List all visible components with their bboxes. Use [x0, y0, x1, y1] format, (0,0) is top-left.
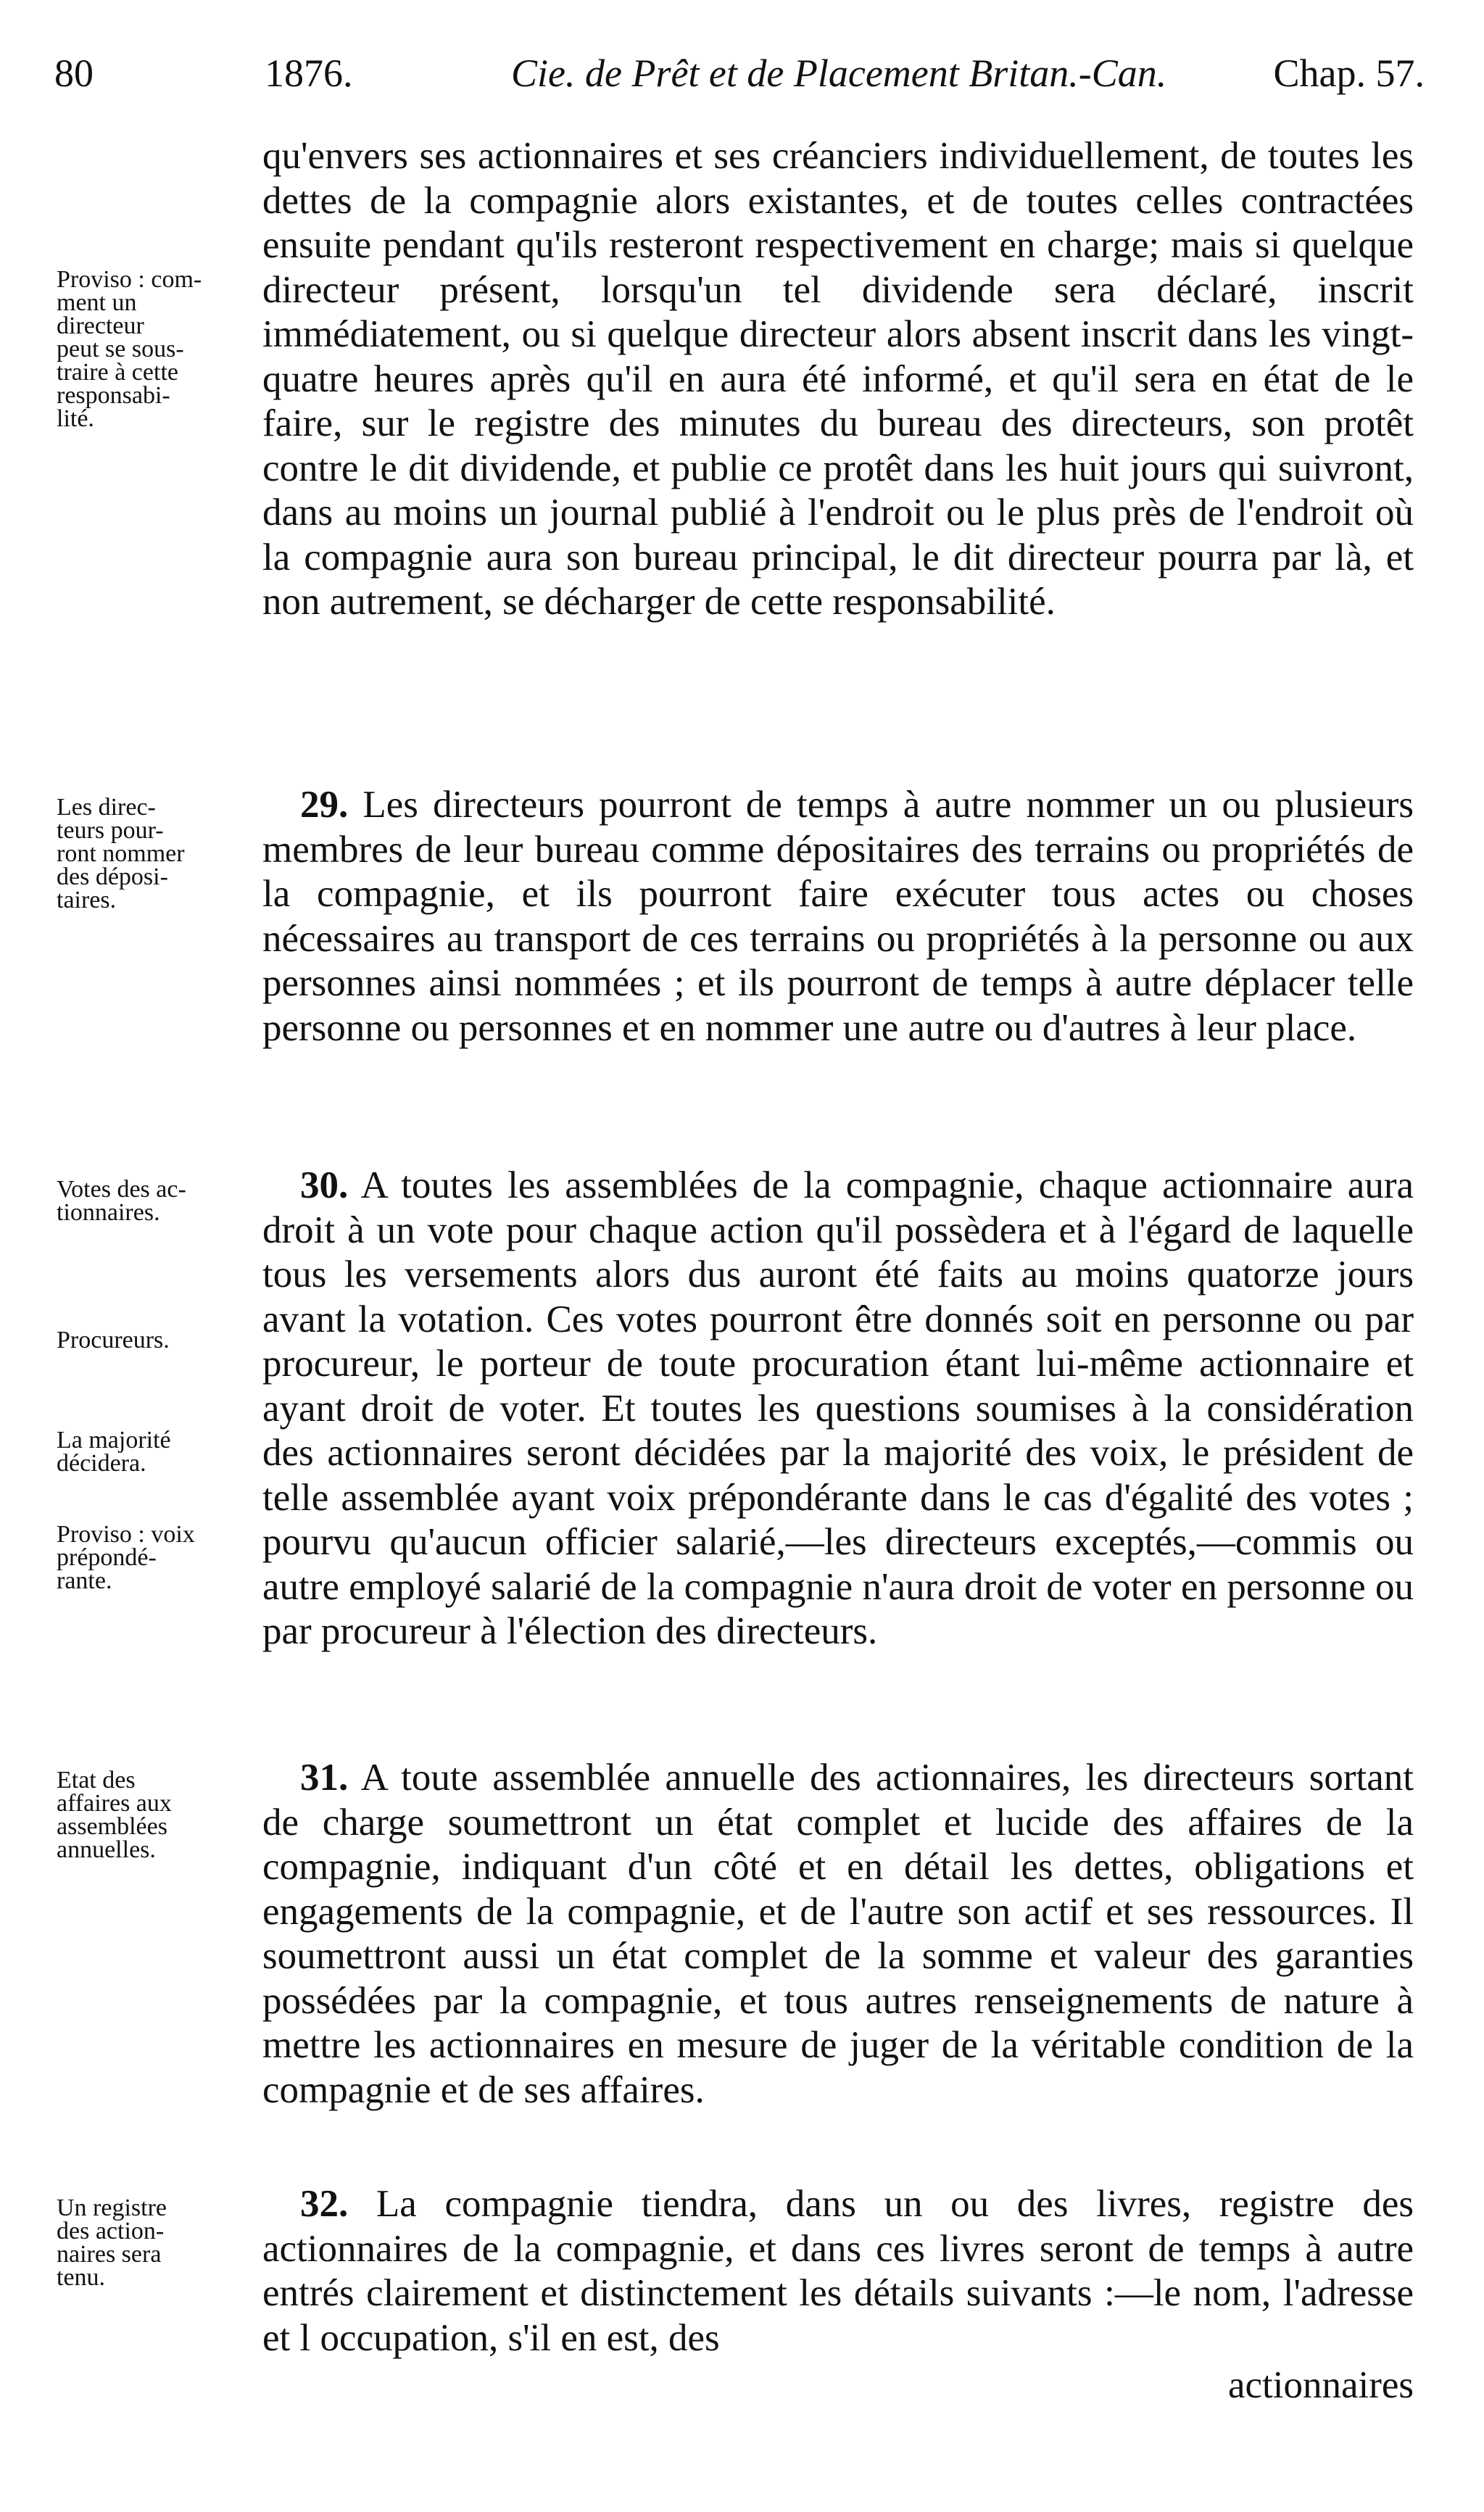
catchword: actionnaires: [1227, 2364, 1414, 2406]
margin-note: Proviso : com- ment un directeur peut se sous- traire à cette responsabi- lité.: [57, 266, 202, 432]
running-header: [54, 51, 1425, 116]
section-number: 29.: [300, 784, 349, 826]
section-number: 30.: [300, 1164, 349, 1206]
margin-notes: [57, 2194, 256, 2291]
year: 1876.: [265, 51, 353, 95]
chapter: Chap. 57.: [1273, 51, 1425, 95]
margin-note: Les direc- teurs pour- ront nommer des déposi- taires.: [57, 794, 185, 913]
margin-note: Proviso : voix prépondé- rante.: [57, 1521, 195, 1594]
margin-note: Votes des ac- tionnaires.: [57, 1176, 186, 1226]
section-body: [262, 1164, 1414, 1654]
margin-notes: [57, 796, 256, 912]
section-number: 32.: [300, 2183, 349, 2225]
page-number: 80: [54, 51, 94, 95]
section-body: [262, 783, 1414, 1050]
margin-notes: [57, 1178, 256, 1593]
margin-notes: [57, 268, 256, 431]
section-text: A toute assemblée annuelle des actionnaires, les directeurs sortant de charge soumettront un état complet et lucide des affaires de la compagnie, indiquant d'un côté et en détail les dettes, obligations et engagements de la compagnie, et de l'autre son actif et ses ressources. Il soumettront aussi un état complet de la somme et valeur des garanties possédées par la compagnie, et tous autres renseignements de nature à mettre les actionnaires en mesure de juger de la véritable condition de la compagnie et de ses affaires.: [262, 1757, 1414, 2111]
margin-note: Etat des affaires aux assemblées annuelles.: [57, 1767, 172, 1863]
margin-note: La majorité décidera.: [57, 1427, 171, 1477]
section-body: [262, 2182, 1414, 2360]
margin-notes: [57, 1769, 256, 1862]
section-text: Les directeurs pourront de temps à autre nommer un ou plusieurs membres de leur bureau comme dépositaires des terrains ou propriétés de la compagnie, et ils pourront faire exécuter tous actes ou choses nécessaires au transport de ces terrains ou propriétés à la personne ou aux personnes ainsi nommées ; et ils pourront de temps à autre déplacer telle personne ou personnes et en nommer une autre ou d'autres à leur place.: [262, 784, 1414, 1049]
section-text: A toutes les assemblées de la compagnie, chaque actionnaire aura droit à un vote pour chaque action qu'il possèdera et à l'égard de laquelle tous les versements alors dus auront été faits au moins quatorze jours avant la votation. Ces votes pourront être donnés soit en personne ou par procureur, le porteur de toute procuration étant lui-même actionnaire et ayant droit de voter. Et toutes les questions soumises à la considération des actionnaires seront décidées par la majorité des voix, le président de telle assemblée ayant voix prépondérante dans le cas d'égalité des votes ; pourvu qu'aucun officier salarié,—les directeurs exceptés,—commis ou autre employé salarié de la compagnie n'aura droit de voter en personne ou par procureur à l'élection des directeurs.: [262, 1164, 1414, 1652]
section-body: [262, 1756, 1414, 2113]
section-number: 31.: [300, 1757, 349, 1799]
margin-note: Un registre des action- naires sera tenu.: [57, 2194, 167, 2291]
section-text: La compagnie tiendra, dans un ou des livres, registre des actionnaires de la compagnie, et dans ces livres seront de temps à autre entrés clairement et distinctement les détails suivants :—le nom, l'adresse et l occupation, s'il en est, des: [262, 2183, 1414, 2359]
margin-note: Procureurs.: [57, 1327, 170, 1354]
act-title: Cie. de Prêt et de Placement Britan.-Can.: [511, 51, 1167, 95]
section-text: qu'envers ses actionnaires et ses créanciers individuellement, de toutes les dettes de la compagnie alors existantes, et de toutes celles contractées ensuite pendant qu'ils resteront respectivement en charge; mais si quelque directeur présent, lorsqu'un tel dividende sera déclaré, inscrit immédiatement, ou si quelque directeur alors absent inscrit dans les vingt-quatre heures après qu'il en aura été informé, et qu'il sera en état de le faire, sur le registre des minutes du bureau des directeurs, son protêt contre le dit dividende, et publie ce protêt dans les huit jours qui suivront, dans au moins un journal publié à l'endroit ou le plus près de l'endroit où la compagnie aura son bureau principal, le dit directeur pourra par là, et non autrement, se décharger de cette responsabilité.: [262, 135, 1414, 623]
section-body: [262, 134, 1414, 625]
